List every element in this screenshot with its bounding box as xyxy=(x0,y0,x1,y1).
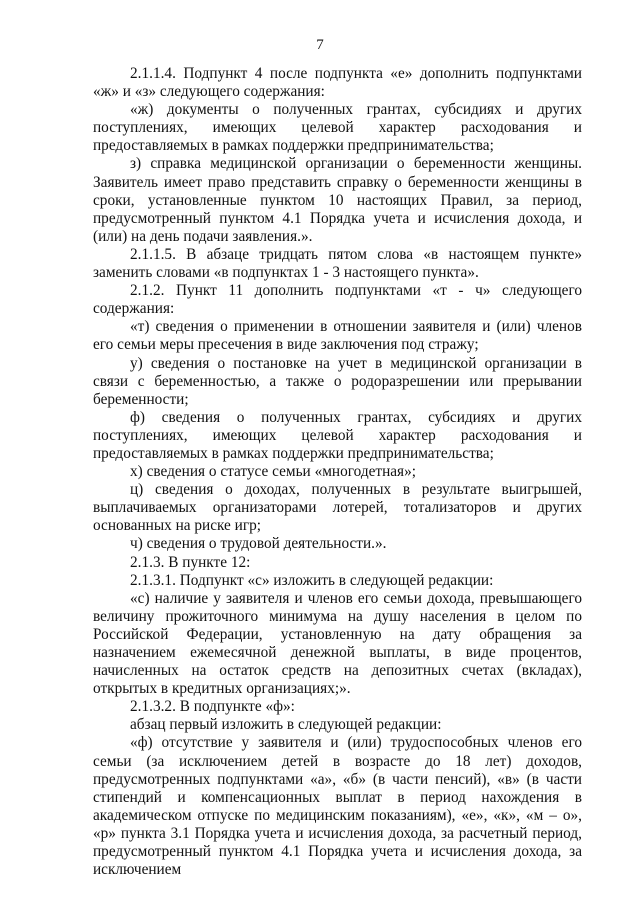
paragraph-2-1-3: 2.1.3. В пункте 12: xyxy=(130,553,251,571)
paragraph-f: ф) сведения о полученных грантах, субсидиях и других поступлениях, имеющих целевой характер расходования и предоставляемых в рамках поддержки предпринимательства; xyxy=(93,408,582,462)
paragraph-kh: х) сведения о статусе семьи «многодетная»; xyxy=(130,463,416,481)
paragraph-ch: ч) сведения о трудовой деятельности.». xyxy=(130,535,387,553)
paragraph-ts: ц) сведения о доходах, полученных в результате выигрышей, выплачиваемых организаторами лотерей, тотализаторов и других основанных на риске игр; xyxy=(93,481,582,535)
paragraph-u: у) сведения о постановке на учет в медицинской организации в связи с беременностью, а также о родоразрешении или прерывании беременности; xyxy=(93,354,582,408)
paragraph-zh: «ж) документы о полученных грантах, субсидиях и других поступлениях, имеющих целевой характер расходования и предоставляемых в рамках поддержки предпринимательства; xyxy=(93,101,582,155)
paragraph-2-1-2: 2.1.2. Пункт 11 дополнить подпунктами «т - ч» следующего содержания: xyxy=(93,282,582,318)
paragraph-2-1-1-5: 2.1.1.5. В абзаце тридцать пятом слова «в настоящем пункте» заменить словами «в подпунктах 1 - 3 настоящего пункта». xyxy=(93,245,582,282)
paragraph-f-otsutstvie: «ф) отсутствие у заявителя и (или) трудоспособных членов его семьи (за исключением детей в возрасте до 18 лет) доходов, предусмотренных подпунктами «а», «б» (в части пенсий), «в» (в части стипендий и компенсационных выплат в период нахождения в академическом отпуске по медицинским показаниям), «е», «к», «м – о», «р» пункта 3.1 Порядка учета и исчисления дохода, за расчетный период, предусмотренный пунктом 4.1 Порядка учета и исчисления дохода, за исключением xyxy=(93,734,582,879)
page-number: 7 xyxy=(316,37,324,53)
paragraph-2-1-3-2: 2.1.3.2. В подпункте «ф»: xyxy=(130,698,295,716)
paragraph-t: «т) сведения о применении в отношении заявителя и (или) членов его семьи меры пресечения в виде заключения под стражу; xyxy=(93,318,582,354)
paragraph-2-1-1-4: 2.1.1.4. Подпункт 4 после подпункта «е» дополнить подпунктами «ж» и «з» следующего содержания: xyxy=(93,65,582,101)
paragraph-z: з) справка медицинской организации о беременности женщины. Заявитель имеет право представить справку о беременности женщины в сроки, установленные пунктом 10 настоящих Правил, за период, предусмотренный пунктом 4.1 Порядка учета и исчисления дохода, и (или) на день подачи заявления.». xyxy=(93,155,582,245)
paragraph-2-1-3-1: 2.1.3.1. Подпункт «с» изложить в следующей редакции: xyxy=(130,571,494,589)
document-body xyxy=(93,65,582,879)
paragraph-s: «с) наличие у заявителя и членов его семьи дохода, превышающего величину прожиточного минимума на душу населения в целом по Российской Федерации, установленную на дату обращения за назначением ежемесячной денежной выплаты, в виде процентов, начисленных на остаток средств на депозитных счетах (вкладах), открытых в кредитных организациях;». xyxy=(93,589,582,698)
paragraph-abzac-pervyi: абзац первый изложить в следующей редакции: xyxy=(130,716,442,734)
